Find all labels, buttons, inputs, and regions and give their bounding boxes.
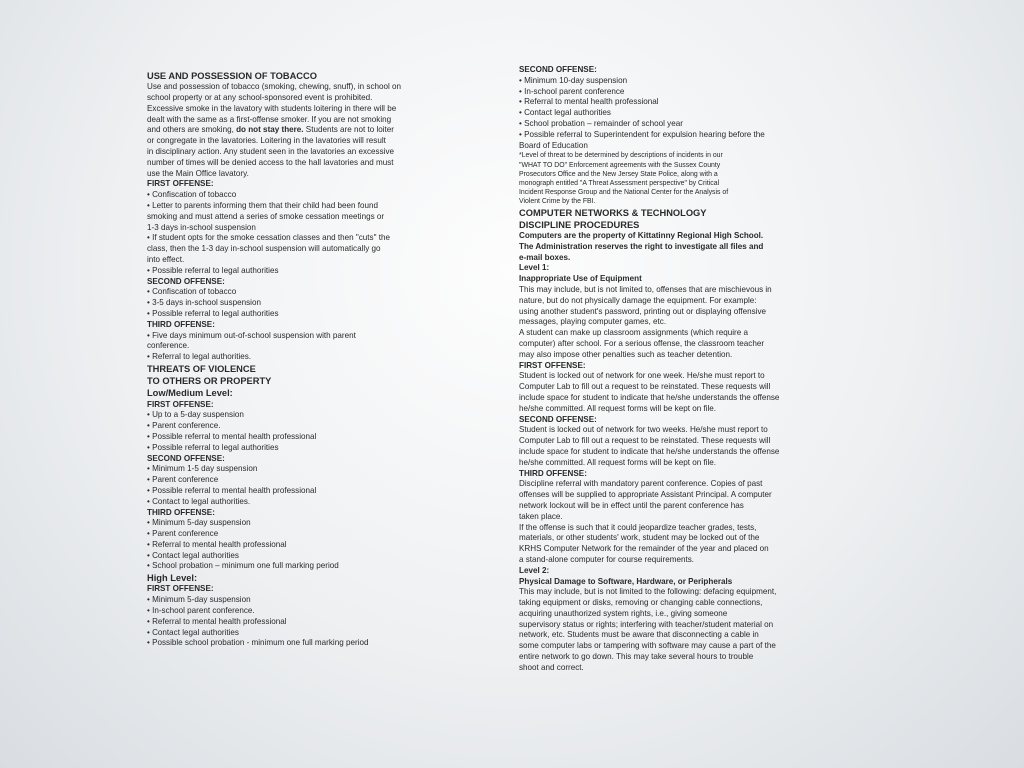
tobacco-heading: USE AND POSSESSION OF TOBACCO — [147, 71, 317, 81]
threats-heading: THREATS OF VIOLENCE — [147, 363, 256, 374]
text-line: • Minimum 5-day suspension — [147, 595, 251, 605]
computer-third-offense-label: THIRD OFFENSE: — [519, 468, 587, 478]
text-line: Computers are the property of Kittatinny Regional High School. — [519, 231, 764, 240]
tobacco-text-pre: and others are smoking, — [147, 125, 237, 135]
text-line: This may include, but is not limited to, offenses that are mischievous in — [519, 284, 772, 294]
text-line: • Parent conference. — [147, 421, 221, 431]
low-third-offense-label: THIRD OFFENSE: — [147, 507, 215, 517]
text-line: Excessive smoke in the lavatory with students loitering in there will be — [147, 103, 397, 113]
text-line: a stand-alone computer for course requirements. — [519, 554, 695, 564]
computer-heading-2: DISCIPLINE PROCEDURES — [519, 219, 640, 230]
text-line: use the Main Office lavatory. — [147, 168, 249, 178]
high-level-heading: High Level: — [147, 573, 198, 584]
high-first-offense-label: FIRST OFFENSE: — [147, 584, 214, 594]
text-line: Discipline referral with mandatory parent conference. Copies of past — [519, 479, 763, 489]
text-line: If the offense is such that it could jeopardize teacher grades, tests, — [519, 522, 757, 532]
text-line: Use and possession of tobacco (smoking, chewing, snuff), in school on — [147, 82, 402, 92]
text-line: • 3-5 days in-school suspension — [147, 298, 261, 308]
text-line: • Referral to mental health professional — [519, 97, 659, 107]
right-column — [519, 65, 814, 674]
text-line: messages, playing computer games, etc. — [519, 317, 667, 327]
text-line: in disciplinary action. Any student seen in the lavatories an excessive — [147, 146, 394, 156]
text-line: • Possible referral to legal authorities — [147, 442, 279, 452]
low-third-offense — [147, 518, 437, 572]
level-1-label: Level 1: — [519, 263, 550, 273]
text-line: into effect. — [147, 254, 185, 264]
tobacco-third-offense-label: THIRD OFFENSE: — [147, 319, 215, 329]
level-2-title: Physical Damage to Software, Hardware, or Peripherals — [519, 576, 733, 586]
text-line: • Confiscation of tobacco — [147, 287, 237, 297]
text-line: • If student opts for the smoke cessation classes and then "cuts" the — [147, 233, 390, 243]
tobacco-first-offense-label: FIRST OFFENSE: — [147, 179, 214, 189]
text-line: • Possible referral to Superintendent for expulsion hearing before the — [519, 129, 765, 139]
tobacco-third-offense — [147, 331, 437, 363]
text-line: Board of Education — [519, 140, 588, 150]
text-line: • Possible referral to legal authorities — [147, 308, 279, 318]
text-line: • Minimum 5-day suspension — [147, 518, 251, 528]
text-line: network lockout will be in effect until the parent conference has — [519, 500, 744, 510]
computer-heading: COMPUTER NETWORKS & TECHNOLOGY — [519, 207, 707, 218]
text-line: • Possible school probation - minimum one full marking period — [147, 638, 369, 648]
text-line: taking equipment or disks, removing or changing cable connections, — [519, 598, 763, 608]
text-line: • Contact to legal authorities. — [147, 496, 251, 506]
text-line: • Minimum 10-day suspension — [519, 75, 628, 85]
text-line: • Referral to legal authorities. — [147, 352, 252, 362]
text-line: • Possible referral to legal authorities — [147, 265, 279, 275]
text-line: monograph entitled "A Threat Assessment perspective" by Critical — [519, 179, 720, 187]
text-line: Prosecutors Office and the New Jersey State Police, along with a — [519, 170, 718, 178]
tobacco-text-bold: do not stay there. — [236, 125, 304, 135]
threat-second-offense-label: SECOND OFFENSE: — [519, 65, 597, 74]
low-first-offense-label: FIRST OFFENSE: — [147, 399, 214, 409]
low-medium-level-heading: Low/Medium Level: — [147, 388, 233, 399]
text-line: • Possible referral to mental health professional — [147, 485, 317, 495]
text-line: • Possible referral to mental health professional — [147, 431, 317, 441]
text-line: • In-school parent conference — [519, 86, 625, 96]
text-line: include space for student to indicate that he/she understands the offense — [519, 446, 780, 456]
level-1-text — [519, 285, 814, 361]
text-line: • In-school parent conference. — [147, 606, 255, 616]
tobacco-first-offense — [147, 190, 437, 276]
level-2-text — [519, 587, 814, 673]
text-line: • Minimum 1-5 day suspension — [147, 464, 258, 474]
text-line: • Referral to mental health professional — [147, 539, 287, 549]
threat-second-offense — [519, 76, 814, 152]
text-line: 1-3 days in-school suspension — [147, 222, 256, 232]
low-second-offense-label: SECOND OFFENSE: — [147, 453, 225, 463]
text-line: • Confiscation of tobacco — [147, 190, 237, 200]
level-2-label: Level 2: — [519, 565, 550, 575]
computer-second-offense — [519, 425, 814, 468]
text-line: conference. — [147, 341, 190, 351]
threat-footnote — [519, 151, 814, 206]
text-line: shoot and correct. — [519, 662, 584, 672]
text-line: • Up to a 5-day suspension — [147, 410, 244, 420]
high-first-offense — [147, 595, 437, 649]
text-line: "WHAT TO DO" Enforcement agreements with the Sussex County — [519, 161, 721, 169]
computer-property-notice — [519, 231, 814, 263]
text-line: • Parent conference — [147, 529, 219, 539]
text-line: dealt with the same as a first-offense smoker. If you are not smoking — [147, 114, 392, 124]
text-line: The Administration reserves the right to investigate all files and — [519, 241, 764, 251]
text-line: • School probation – minimum one full marking period — [147, 561, 339, 571]
text-line: offenses will be supplied to appropriate Assistant Principal. A computer — [519, 490, 772, 500]
text-line: Student is locked out of network for two weeks. He/she must report to — [519, 425, 768, 435]
text-line: Student is locked out of network for one week. He/she must report to — [519, 371, 765, 381]
computer-first-offense — [519, 371, 814, 414]
computer-third-offense — [519, 479, 814, 565]
text-line: include space for student to indicate that he/she understands the offense — [519, 392, 780, 402]
text-line: A student can make up classroom assignments (which require a — [519, 328, 748, 338]
tobacco-second-offense — [147, 287, 437, 319]
text-line: Computer Lab to fill out a request to be reinstated. These requests will — [519, 436, 771, 446]
text-line: nature, but do not physically damage the equipment. For example: — [519, 295, 757, 305]
low-first-offense — [147, 410, 437, 453]
text-line: KRHS Computer Network for the remainder of the year and placed on — [519, 544, 769, 554]
tobacco-intro — [147, 82, 437, 125]
text-line: class, then the 1-3 day in-school suspension will automatically go — [147, 244, 381, 254]
left-column — [147, 70, 437, 649]
text-line: acquiring unauthorized system rights, i.e., giving someone — [519, 608, 728, 618]
text-line: entire network to go down. This may take several hours to trouble — [519, 652, 754, 662]
text-line: • Contact legal authorities — [147, 627, 239, 637]
text-line: Incident Response Group and the National Center for the Analysis of — [519, 189, 729, 197]
text-line: network, etc. Students must be aware that disconnecting a cable in — [519, 630, 759, 640]
computer-first-offense-label: FIRST OFFENSE: — [519, 360, 586, 370]
low-second-offense — [147, 464, 437, 507]
tobacco-second-offense-label: SECOND OFFENSE: — [147, 276, 225, 286]
text-line: he/she committed. All request forms will be kept on file. — [519, 457, 717, 467]
text-line: • Contact legal authorities — [519, 108, 611, 118]
text-line: Violent Crime by the FBI. — [519, 198, 596, 206]
text-line: materials, or other students' work, student may be locked out of the — [519, 533, 760, 543]
tobacco-rest — [147, 136, 437, 179]
text-line: school property or at any school-sponsored event is prohibited. — [147, 93, 373, 102]
text-line: This may include, but is not limited to the following: defacing equipment, — [519, 587, 777, 597]
text-line: computer) after school. For a serious offense, the classroom teacher — [519, 338, 765, 348]
text-line: Computer Lab to fill out a request to be reinstated. These requests will — [519, 382, 771, 392]
tobacco-intro-line — [147, 125, 437, 136]
text-line: some computer labs or tampering with software may cause a part of the — [519, 641, 776, 651]
text-line: or congregate in the lavatories. Loitering in the lavatories will result — [147, 136, 386, 146]
computer-second-offense-label: SECOND OFFENSE: — [519, 414, 597, 424]
text-line: he/she committed. All request forms will be kept on file. — [519, 403, 717, 413]
text-line: • Contact legal authorities — [147, 550, 239, 560]
text-line: • Parent conference — [147, 475, 219, 485]
text-line: e-mail boxes. — [519, 252, 571, 262]
text-line: • Letter to parents informing them that their child had been found — [147, 200, 378, 210]
text-line: taken place. — [519, 511, 563, 521]
text-line: • Referral to mental health professional — [147, 616, 287, 626]
text-line: *Level of threat to be determined by descriptions of incidents in our — [519, 152, 723, 160]
text-line: using another student's password, printing out or displaying offensive — [519, 306, 767, 316]
text-line: number of times will be denied access to the hall lavatories and must — [147, 157, 394, 167]
text-line: smoking and must attend a series of smoke cessation meetings or — [147, 211, 385, 221]
threats-heading-2: TO OTHERS OR PROPERTY — [147, 376, 272, 387]
tobacco-text-post: Students are not to loiter — [303, 125, 394, 135]
text-line: • Five days minimum out-of-school suspension with parent — [147, 330, 356, 340]
text-line: • School probation – remainder of school year — [519, 118, 683, 128]
text-line: may also impose other penalties such as teacher detention. — [519, 349, 733, 359]
level-1-title: Inappropriate Use of Equipment — [519, 274, 642, 284]
text-line: supervisory status or rights; interfering with teacher/student material on — [519, 619, 774, 629]
